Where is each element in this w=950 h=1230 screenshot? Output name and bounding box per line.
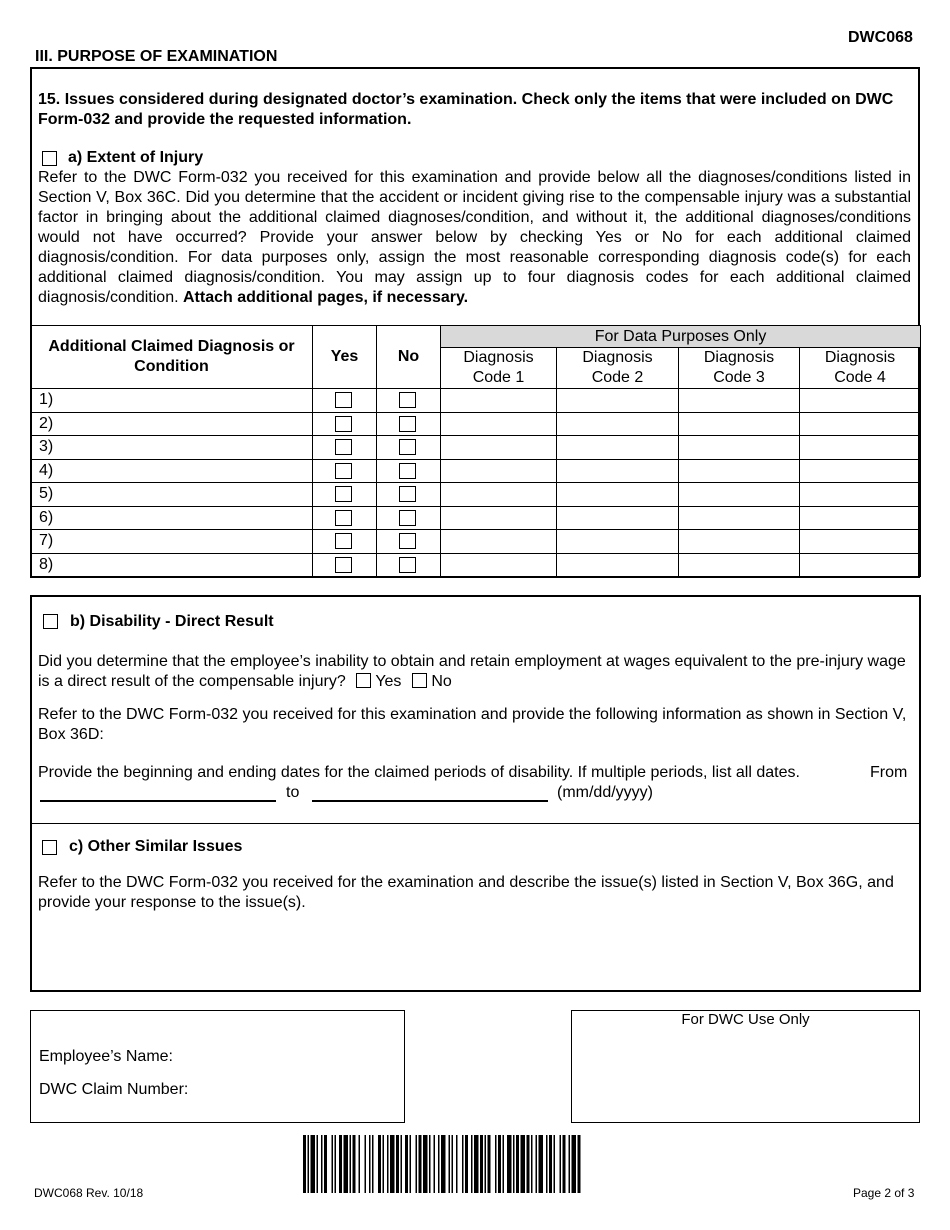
disability-question-text: Did you determine that the employee’s inability to obtain and retain employment at wages equivalent to the pre-injury wage is a direct result of the compensable injury? — [38, 653, 906, 690]
diagnosis-code-4-field[interactable] — [800, 530, 921, 554]
no-cell — [377, 506, 441, 530]
disability-title: b) Disability - Direct Result — [70, 613, 274, 630]
diagnosis-code-3-field[interactable] — [679, 530, 800, 554]
no-cell — [377, 412, 441, 436]
form-revision: DWC068 Rev. 10/18 — [34, 1186, 144, 1200]
diagnosis-code-1-field[interactable] — [441, 483, 557, 507]
no-checkbox[interactable] — [399, 392, 416, 408]
row-number: 6) — [31, 506, 313, 530]
table-row — [31, 436, 921, 460]
other-issues-response-area[interactable] — [38, 918, 910, 984]
diagnosis-code-2-field[interactable] — [557, 483, 679, 507]
diagnosis-code-2-field[interactable] — [557, 436, 679, 460]
diagnosis-code-1-field[interactable] — [441, 553, 557, 577]
no-checkbox[interactable] — [399, 510, 416, 526]
from-date-field[interactable] — [40, 800, 276, 802]
diagnosis-code-4-field[interactable] — [800, 389, 921, 413]
col-header-diagnosis-code-4: Diagnosis Code 4 — [800, 348, 921, 389]
diagnosis-code-3-field[interactable] — [679, 483, 800, 507]
row-number: 5) — [31, 483, 313, 507]
yes-checkbox[interactable] — [335, 533, 352, 549]
row-number: 2) — [31, 412, 313, 436]
row-number: 1) — [31, 389, 313, 413]
row-number: 8) — [31, 553, 313, 577]
from-label: From — [870, 764, 908, 781]
row-number: 7) — [31, 530, 313, 554]
yes-checkbox[interactable] — [335, 463, 352, 479]
col-header-condition: Additional Claimed Diagnosis or Condition — [31, 326, 313, 389]
barcode-image — [303, 1135, 648, 1193]
diagnosis-code-2-field[interactable] — [557, 553, 679, 577]
no-checkbox[interactable] — [399, 416, 416, 432]
to-label: to — [286, 784, 300, 801]
yes-cell — [313, 506, 377, 530]
yes-checkbox[interactable] — [335, 416, 352, 432]
extent-of-injury-title: a) Extent of Injury — [68, 149, 204, 166]
disability-yes-checkbox[interactable] — [356, 673, 371, 688]
extent-of-injury-instructions — [38, 168, 911, 308]
table-row — [31, 459, 921, 483]
no-cell — [377, 389, 441, 413]
diagnosis-code-4-field[interactable] — [800, 483, 921, 507]
col-header-yes: Yes — [313, 326, 377, 389]
other-issues-instructions: Refer to the DWC Form-032 you received for the examination and describe the issue(s) listed in Section V, Box 36G, and provide your response to the issue(s). — [38, 874, 894, 911]
claim-number-field[interactable] — [210, 1079, 395, 1101]
section-title: III. PURPOSE OF EXAMINATION — [35, 48, 278, 65]
no-checkbox[interactable] — [399, 486, 416, 502]
diagnosis-code-1-field[interactable] — [441, 389, 557, 413]
other-issues-checkbox[interactable] — [42, 840, 57, 855]
item-15-heading: 15. Issues considered during designated doctor’s examination. Check only the items that were included on DWC Form-032 and provide the requested information. — [38, 91, 894, 128]
disability-no-label: No — [431, 673, 452, 690]
col-header-diagnosis-code-3: Diagnosis Code 3 — [679, 348, 800, 389]
no-cell — [377, 459, 441, 483]
disability-yes-label: Yes — [375, 673, 402, 690]
no-cell — [377, 436, 441, 460]
yes-checkbox[interactable] — [335, 392, 352, 408]
diagnosis-code-1-field[interactable] — [441, 436, 557, 460]
diagnosis-code-4-field[interactable] — [800, 459, 921, 483]
diagnosis-code-2-field[interactable] — [557, 506, 679, 530]
data-purposes-header: For Data Purposes Only — [441, 326, 921, 348]
diagnosis-code-3-field[interactable] — [679, 412, 800, 436]
diagnosis-code-1-field[interactable] — [441, 459, 557, 483]
diagnosis-code-3-field[interactable] — [679, 459, 800, 483]
to-date-field[interactable] — [312, 800, 548, 802]
table-row — [31, 412, 921, 436]
extent-body-bold-text: Attach additional pages, if necessary. — [183, 289, 469, 306]
row-number: 3) — [31, 436, 313, 460]
yes-checkbox[interactable] — [335, 486, 352, 502]
diagnosis-code-2-field[interactable] — [557, 412, 679, 436]
yes-checkbox[interactable] — [335, 557, 352, 573]
col-header-diagnosis-code-2: Diagnosis Code 2 — [557, 348, 679, 389]
form-id: DWC068 — [848, 29, 913, 46]
diagnosis-code-1-field[interactable] — [441, 506, 557, 530]
other-issues-title: c) Other Similar Issues — [69, 838, 243, 855]
diagnosis-code-4-field[interactable] — [800, 553, 921, 577]
no-cell — [377, 553, 441, 577]
diagnosis-code-3-field[interactable] — [679, 553, 800, 577]
col-header-diagnosis-code-1: Diagnosis Code 1 — [441, 348, 557, 389]
yes-cell — [313, 553, 377, 577]
no-checkbox[interactable] — [399, 557, 416, 573]
page-number: Page 2 of 3 — [853, 1186, 915, 1200]
dates-prompt: Provide the beginning and ending dates for the claimed periods of disability. If multiple periods, list all dates. — [38, 764, 800, 781]
no-checkbox[interactable] — [399, 533, 416, 549]
diagnosis-code-4-field[interactable] — [800, 412, 921, 436]
table-row — [31, 530, 921, 554]
yes-checkbox[interactable] — [335, 439, 352, 455]
disability-no-checkbox[interactable] — [412, 673, 427, 688]
table-row — [31, 389, 921, 413]
diagnosis-code-2-field[interactable] — [557, 389, 679, 413]
no-cell — [377, 483, 441, 507]
employee-name-label: Employee’s Name: — [39, 1048, 173, 1065]
extent-body-text: Refer to the DWC Form-032 you received for this examination and provide below all the diagnoses/conditions listed in Section V, Box 36C. Did you determine that the accident or incident giving rise to the compensable injury was a substantial factor in bringing about the additional claimed diagnoses/condition, and without it, the additional diagnoses/conditions would not have occurred? Provide your answer below by checking Yes or No for each additional claimed diagnosis/condition. For data purposes only, assign the most reasonable corresponding diagnosis code(s) for each additional claimed diagnosis/condition. You may assign up to four diagnosis codes for each additional claimed diagnosis/condition. — [38, 169, 911, 306]
diagnosis-code-2-field[interactable] — [557, 530, 679, 554]
yes-cell — [313, 389, 377, 413]
table-row — [31, 506, 921, 530]
section-divider — [30, 823, 921, 824]
diagnosis-code-4-field[interactable] — [800, 506, 921, 530]
diagnosis-code-3-field[interactable] — [679, 506, 800, 530]
employee-name-field[interactable] — [190, 1046, 395, 1068]
diagnosis-code-3-field[interactable] — [679, 389, 800, 413]
table-row — [31, 553, 921, 577]
disability-refer-text: Refer to the DWC Form-032 you received for this examination and provide the following information as shown in Section V, Box 36D: — [38, 706, 907, 743]
no-checkbox[interactable] — [399, 439, 416, 455]
row-number: 4) — [31, 459, 313, 483]
diagnosis-code-1-field[interactable] — [441, 530, 557, 554]
diagnosis-code-2-field[interactable] — [557, 459, 679, 483]
yes-cell — [313, 483, 377, 507]
diagnosis-code-3-field[interactable] — [679, 436, 800, 460]
no-cell — [377, 530, 441, 554]
yes-cell — [313, 530, 377, 554]
claim-number-label: DWC Claim Number: — [39, 1081, 189, 1098]
diagnosis-table — [30, 325, 921, 577]
dwc-use-only-label: For DWC Use Only — [681, 1011, 810, 1028]
extent-of-injury-checkbox[interactable] — [42, 151, 57, 166]
table-row — [31, 483, 921, 507]
yes-cell — [313, 459, 377, 483]
col-header-no: No — [377, 326, 441, 389]
no-checkbox[interactable] — [399, 463, 416, 479]
yes-checkbox[interactable] — [335, 510, 352, 526]
yes-cell — [313, 436, 377, 460]
disability-question — [38, 652, 911, 692]
diagnosis-code-4-field[interactable] — [800, 436, 921, 460]
date-format-label: (mm/dd/yyyy) — [557, 784, 653, 801]
yes-cell — [313, 412, 377, 436]
diagnosis-code-1-field[interactable] — [441, 412, 557, 436]
disability-checkbox[interactable] — [43, 614, 58, 629]
